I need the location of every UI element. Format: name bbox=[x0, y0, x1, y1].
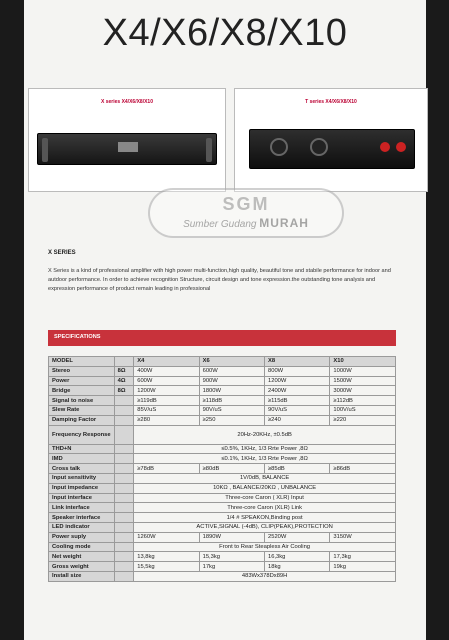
spec-value: ≥85dB bbox=[265, 464, 330, 474]
spec-value: 85V/uS bbox=[134, 405, 199, 415]
specifications-table bbox=[48, 356, 396, 582]
table-row bbox=[49, 522, 396, 532]
product-photo-x-series bbox=[28, 88, 226, 192]
spec-value: ≥220 bbox=[330, 415, 396, 425]
table-row bbox=[49, 513, 396, 523]
spec-value: ≥80dB bbox=[199, 464, 264, 474]
spec-value: ≥280 bbox=[134, 415, 199, 425]
header-cell bbox=[114, 357, 134, 367]
header-cell: X8 bbox=[265, 357, 330, 367]
table-row bbox=[49, 376, 396, 386]
table-row bbox=[49, 503, 396, 513]
spec-value: 1200W bbox=[265, 376, 330, 386]
table-row bbox=[49, 483, 396, 493]
impedance-label bbox=[114, 532, 134, 542]
table-row bbox=[49, 571, 396, 581]
spec-value: ACTIVE,SIGNAL (-4dB), CLIP(PEAK),PROTECTION bbox=[134, 522, 396, 532]
spec-value: 1890W bbox=[199, 532, 264, 542]
table-row bbox=[49, 542, 396, 552]
spec-label: Signal to noise bbox=[49, 396, 115, 406]
spec-value: 3150W bbox=[330, 532, 396, 542]
impedance-label bbox=[114, 493, 134, 503]
cooling-fan-icon bbox=[310, 138, 328, 156]
product-photo-t-series bbox=[234, 88, 428, 192]
impedance-label bbox=[114, 464, 134, 474]
spec-value: 15,3kg bbox=[199, 552, 264, 562]
spec-label: Cross talk bbox=[49, 464, 115, 474]
table-row bbox=[49, 415, 396, 425]
spec-label: LED indicator bbox=[49, 522, 115, 532]
spec-value: 1800W bbox=[199, 386, 264, 396]
spec-value: ≥78dB bbox=[134, 464, 199, 474]
spec-value: ≥119dB bbox=[134, 396, 199, 406]
impedance-label bbox=[114, 522, 134, 532]
spec-label: Damping Factor bbox=[49, 415, 115, 425]
spec-label: Speaker interface bbox=[49, 513, 115, 523]
table-row bbox=[49, 396, 396, 406]
table-row bbox=[49, 464, 396, 474]
header-cell: X6 bbox=[199, 357, 264, 367]
impedance-label bbox=[114, 503, 134, 513]
spec-value: 800W bbox=[265, 366, 330, 376]
spec-label: Power suply bbox=[49, 532, 115, 542]
spec-value: Front to Rear Steapless Air Cooling bbox=[134, 542, 396, 552]
impedance-label bbox=[114, 483, 134, 493]
speaker-terminal-icon bbox=[380, 142, 390, 152]
table-row bbox=[49, 473, 396, 483]
spec-value: 2400W bbox=[265, 386, 330, 396]
spec-value: 3000W bbox=[330, 386, 396, 396]
impedance-label bbox=[114, 513, 134, 523]
impedance-label bbox=[114, 571, 134, 581]
spec-label: Link interface bbox=[49, 503, 115, 513]
impedance-label bbox=[114, 552, 134, 562]
spec-value: ≥112dB bbox=[330, 396, 396, 406]
spec-label: Input sensitivity bbox=[49, 473, 115, 483]
table-row bbox=[49, 562, 396, 572]
impedance-label bbox=[114, 405, 134, 415]
spec-value: 18kg bbox=[265, 562, 330, 572]
spec-label: Input interface bbox=[49, 493, 115, 503]
amplifier-front-image bbox=[37, 133, 217, 165]
impedance-label bbox=[114, 415, 134, 425]
store-watermark bbox=[148, 188, 344, 238]
spec-value: 19kg bbox=[330, 562, 396, 572]
spec-value: ≥250 bbox=[199, 415, 264, 425]
spec-value: 90V/uS bbox=[199, 405, 264, 415]
impedance-label bbox=[114, 454, 134, 464]
impedance-label: 8Ω bbox=[114, 366, 134, 376]
amplifier-rear-image bbox=[249, 129, 415, 169]
spec-label: Gross weight bbox=[49, 562, 115, 572]
spec-label: Input impedance bbox=[49, 483, 115, 493]
product-description: X Series is a kind of professional amplifier with high power multi-function,high quality, beautiful tone and stabile performance for indoor and autdoor performance. In order to achieve recognition Structure, circuit design and tone expression.the outstanding tone analysis and expression performance of product remain leading in professional bbox=[48, 268, 391, 292]
spec-label: Stereo bbox=[49, 366, 115, 376]
table-row bbox=[49, 425, 396, 444]
spec-value: 1V/0dB, BALANCE bbox=[134, 473, 396, 483]
impedance-label: 8Ω bbox=[114, 386, 134, 396]
spec-value: 20Hz-20KHz, ±0.5dB bbox=[134, 425, 396, 444]
table-row bbox=[49, 532, 396, 542]
spec-value: 2520W bbox=[265, 532, 330, 542]
cooling-fan-icon bbox=[270, 138, 288, 156]
spec-value: 100V/uS bbox=[330, 405, 396, 415]
spec-label: THD+N bbox=[49, 444, 115, 454]
specifications-heading: SPECIFICATIONS bbox=[48, 330, 396, 346]
spec-value: 1/4 # SPEAKON,Binding post bbox=[134, 513, 396, 523]
impedance-label bbox=[114, 425, 134, 444]
spec-label: IMD bbox=[49, 454, 115, 464]
spec-label: Cooling mode bbox=[49, 542, 115, 552]
impedance-label bbox=[114, 542, 134, 552]
table-row bbox=[49, 493, 396, 503]
spec-value: 17kg bbox=[199, 562, 264, 572]
spec-value: ≥115dB bbox=[265, 396, 330, 406]
table-row bbox=[49, 444, 396, 454]
header-cell: X10 bbox=[330, 357, 396, 367]
spec-value: ≥240 bbox=[265, 415, 330, 425]
spec-value: ≤0.5%, 1KHz, 1/3 Rrte Power ,8Ω bbox=[134, 444, 396, 454]
section-title: X SERIES bbox=[48, 250, 76, 256]
spec-label: Slew Rate bbox=[49, 405, 115, 415]
rack-handle bbox=[206, 138, 212, 162]
spec-value: Three-core Caron (XLR) Link bbox=[134, 503, 396, 513]
spec-value: 10KΩ , BALANCE/20KΩ , UNBALANCE bbox=[134, 483, 396, 493]
table-header-row bbox=[49, 357, 396, 367]
spec-value: 600W bbox=[134, 376, 199, 386]
spec-value: Three-core Caron ( XLR) Input bbox=[134, 493, 396, 503]
table-row bbox=[49, 386, 396, 396]
impedance-label bbox=[114, 444, 134, 454]
spec-value: 1200W bbox=[134, 386, 199, 396]
spec-value: ≥118dB bbox=[199, 396, 264, 406]
spec-value: 17,3kg bbox=[330, 552, 396, 562]
impedance-label bbox=[114, 396, 134, 406]
spec-label: Power bbox=[49, 376, 115, 386]
spec-value: 1500W bbox=[330, 376, 396, 386]
spec-value: ≥86dB bbox=[330, 464, 396, 474]
spec-value: 483Wx378Dx89H bbox=[134, 571, 396, 581]
watermark-brand: SGM bbox=[222, 194, 270, 214]
spec-value: 1000W bbox=[330, 366, 396, 376]
table-row bbox=[49, 552, 396, 562]
spec-label: Frequency Response bbox=[49, 425, 115, 444]
photo-caption: T series X4/X6/X8/X10 bbox=[305, 99, 357, 105]
spec-value: 600W bbox=[199, 366, 264, 376]
spec-value: 15,5kg bbox=[134, 562, 199, 572]
spec-value: 1260W bbox=[134, 532, 199, 542]
spec-sheet bbox=[24, 0, 426, 640]
speaker-terminal-icon bbox=[396, 142, 406, 152]
page-title: X4/X6/X8/X10 bbox=[102, 12, 348, 54]
table-row bbox=[49, 405, 396, 415]
impedance-label bbox=[114, 473, 134, 483]
spec-label: Install size bbox=[49, 571, 115, 581]
spec-value: ≤0.1%, 1KHz, 1/3 Rrte Power ,8Ω bbox=[134, 454, 396, 464]
photo-caption: X series X4/X6/X8/X10 bbox=[101, 99, 153, 105]
header-cell: MODEL bbox=[49, 357, 115, 367]
brand-logo-plate bbox=[118, 142, 138, 152]
rack-handle bbox=[42, 138, 48, 162]
spec-label: Bridge bbox=[49, 386, 115, 396]
spec-value: 13,8kg bbox=[134, 552, 199, 562]
spec-label: Net weight bbox=[49, 552, 115, 562]
spec-value: 16,3kg bbox=[265, 552, 330, 562]
spec-value: 900W bbox=[199, 376, 264, 386]
table-row bbox=[49, 366, 396, 376]
spec-value: 400W bbox=[134, 366, 199, 376]
table-row bbox=[49, 454, 396, 464]
impedance-label: 4Ω bbox=[114, 376, 134, 386]
watermark-tagline: Sumber Gudang MURAH bbox=[183, 216, 309, 230]
impedance-label bbox=[114, 562, 134, 572]
spec-value: 90V/uS bbox=[265, 405, 330, 415]
header-cell: X4 bbox=[134, 357, 199, 367]
